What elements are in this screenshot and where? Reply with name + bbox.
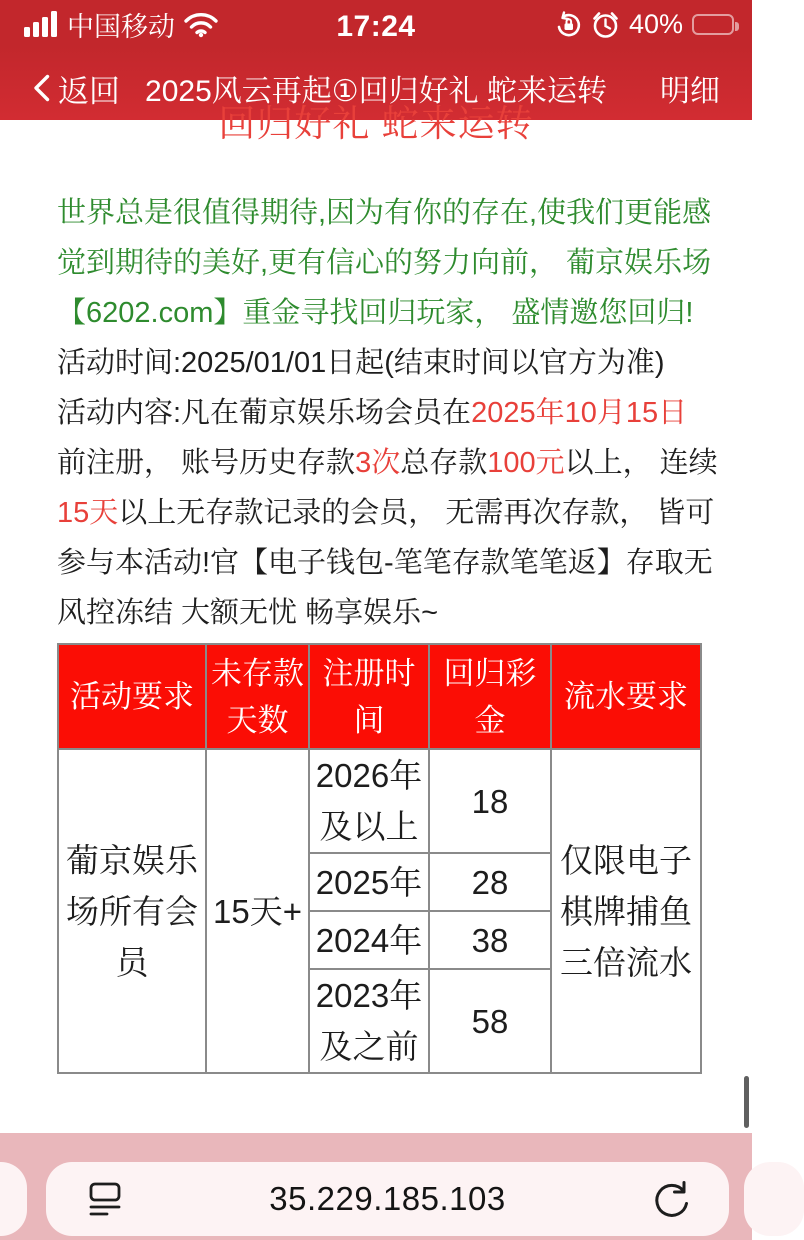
promo-text <box>57 188 718 638</box>
refresh-button[interactable] <box>651 1178 693 1220</box>
header-activity-requirement: 活动要求 <box>58 644 206 749</box>
text-segment: 2025年10月15日 <box>471 397 688 429</box>
text-segment: 前注册， 账号历史存款 <box>57 447 356 479</box>
address-bar[interactable] <box>46 1162 729 1236</box>
text-line <box>57 288 712 338</box>
text-segment: 以上， 连续 <box>564 447 718 479</box>
text-segment: 3次 <box>355 447 401 479</box>
text-line <box>57 338 712 388</box>
status-bar <box>0 0 752 46</box>
url-label[interactable]: 35.229.185.103 <box>269 1180 506 1217</box>
cell-register-period: 2025年 <box>309 853 429 911</box>
text-line <box>57 438 718 488</box>
text-segment: 活动内容:凡在葡京娱乐场会员在 <box>57 397 472 429</box>
text-segment: 世界总是很值得期待,因为有你的存在,使我们更能感 <box>57 197 712 229</box>
previous-tab-preview[interactable] <box>0 1162 27 1236</box>
header-turnover-requirement: 流水要求 <box>551 644 701 749</box>
table-row <box>58 749 701 853</box>
cell-register-period: 2024年 <box>309 911 429 969</box>
next-tab-preview[interactable] <box>744 1162 804 1236</box>
text-line <box>57 588 712 638</box>
clock-time: 17:24 <box>336 10 416 43</box>
back-label: 返回 <box>58 73 120 109</box>
cell-bonus: 58 <box>429 969 551 1073</box>
text-segment: 风控冻结 大额无忧 畅享娱乐~ <box>57 597 439 629</box>
cell-member-scope: 葡京娱乐场所有会员 <box>58 749 206 1073</box>
cell-bonus: 18 <box>429 749 551 853</box>
text-line <box>57 538 712 588</box>
header-register-time: 注册时间 <box>309 644 429 749</box>
text-line <box>57 188 712 238</box>
header-no-deposit-days: 未存款天数 <box>206 644 309 749</box>
promo-heading-clipped: 回归好礼 蛇来运转 <box>218 103 534 144</box>
text-segment: 100元 <box>487 447 565 479</box>
cell-register-period: 2023年及之前 <box>309 969 429 1073</box>
header-return-bonus: 回归彩金 <box>429 644 551 749</box>
text-segment: 【6202.com】重金寻找回归玩家， 盛情邀您回归! <box>57 297 694 329</box>
text-line <box>57 488 715 538</box>
text-line <box>57 388 712 438</box>
cell-bonus: 38 <box>429 911 551 969</box>
refresh-icon <box>651 1178 693 1220</box>
text-segment: 以上无存款记录的会员， 无需再次存款， 皆可 <box>118 497 715 529</box>
page-scrollbar[interactable] <box>744 1076 749 1128</box>
carrier-label: 中国移动 <box>67 11 175 42</box>
cell-register-period: 2026年及以上 <box>309 749 429 853</box>
text-segment: 总存款 <box>400 447 488 479</box>
text-segment: 觉到期待的美好,更有信心的努力向前， 葡京娱乐场 <box>57 247 712 279</box>
text-segment: 15天 <box>57 497 119 529</box>
text-line <box>57 238 712 288</box>
text-segment: 参与本活动!官【电子钱包-笔笔存款笔笔返】存取无 <box>57 547 713 579</box>
browser-toolbar <box>0 1133 752 1240</box>
battery-icon <box>692 14 734 35</box>
table-header-row <box>58 644 701 749</box>
cell-no-deposit-days: 15天+ <box>206 749 309 1073</box>
cell-turnover: 仅限电子棋牌捕鱼三倍流水 <box>551 749 701 1073</box>
battery-percent-label: 40% <box>628 8 683 39</box>
page-title: 2025风云再起①回归好礼 蛇来运转 <box>145 75 607 108</box>
detail-button[interactable]: 明细 <box>660 75 720 108</box>
promo-table <box>57 643 702 1074</box>
webpage-content <box>0 103 752 1133</box>
cell-bonus: 28 <box>429 853 551 911</box>
text-segment: 活动时间:2025/01/01日起(结束时间以官方为准) <box>57 347 665 379</box>
